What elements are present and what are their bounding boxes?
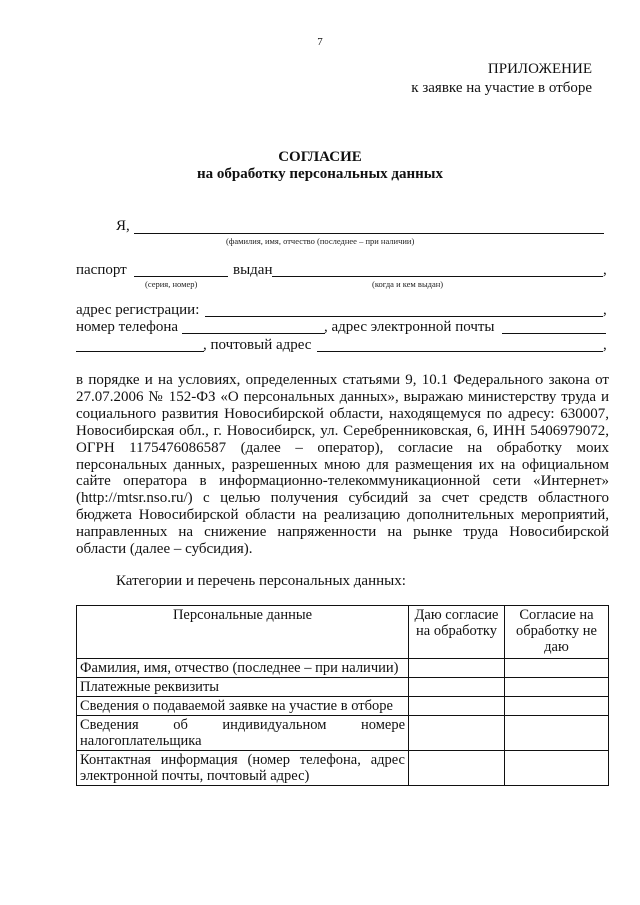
passport-issued-field[interactable]: [272, 276, 603, 277]
appendix-subtitle: к заявке на участие в отборе: [411, 80, 592, 96]
comma: ,: [603, 262, 607, 278]
document-subtitle: на обработку персональных данных: [197, 166, 443, 182]
email-field-continued[interactable]: [76, 351, 204, 352]
page-number: 7: [317, 36, 323, 48]
consent-not-given-cell[interactable]: [505, 716, 609, 751]
address-label: адрес регистрации:: [76, 302, 200, 318]
phone-label: номер телефона: [76, 319, 179, 335]
consent-not-given-cell[interactable]: [505, 697, 609, 716]
passport-number-field[interactable]: [134, 276, 228, 277]
document-title: СОГЛАСИЕ: [278, 149, 362, 165]
passport-label: паспорт: [76, 262, 127, 278]
header-consent-given: Даю согласие на обработку: [409, 606, 505, 659]
consent-given-cell[interactable]: [409, 751, 505, 786]
row-label-inn: Сведения об индивидуальном номере налогоплательщика: [77, 716, 409, 751]
consent-given-cell[interactable]: [409, 716, 505, 751]
table-row: [77, 678, 609, 697]
consent-not-given-cell[interactable]: [505, 678, 609, 697]
postal-label: , почтовый адрес: [203, 337, 312, 353]
categories-title: Категории и перечень персональных данных:: [116, 573, 406, 589]
table-row: [77, 659, 609, 678]
phone-field[interactable]: [182, 333, 325, 334]
table-row: [77, 697, 609, 716]
table-row: [77, 716, 609, 751]
fio-hint: (фамилия, имя, отчество (последнее – при наличии): [226, 236, 415, 246]
table-header-row: [77, 606, 609, 659]
row-label-application-info: Сведения о подаваемой заявке на участие в отборе: [77, 697, 409, 716]
issued-label: выдан: [233, 262, 273, 278]
row-label-fio: Фамилия, имя, отчество (последнее – при наличии): [77, 659, 409, 678]
i-label: Я,: [116, 218, 130, 234]
consent-not-given-cell[interactable]: [505, 751, 609, 786]
comma: ,: [603, 337, 607, 353]
postal-address-field[interactable]: [317, 351, 603, 352]
comma: ,: [603, 302, 607, 318]
fio-field[interactable]: [134, 233, 604, 234]
header-personal-data: Персональные данные: [77, 606, 409, 659]
table-row: [77, 751, 609, 786]
consent-paragraph: в порядке и на условиях, определенных статьями 9, 10.1 Федерального закона от 27.07.2006 № 152-ФЗ «О персональных данных», выражаю министерству труда и социального развития Новосибирской области, находящемуся по адресу: 630007, Новосибирская обл., г. Новосибирск, ул. Серебренниковская, 6, ИНН 5406979072, ОГРН 1175476086587 (далее – оператор), согласие на обработку моих персональных данных, разрешенных мною для размещения их на официальном сайте оператора в информационно-телекоммуникационной сети «Интернет» (http://mtsr.nso.ru/) с целью получения субсидий за счет средств областного бюджета Новосибирской области на реализацию дополнительных мероприятий, направленных на снижение напряженности на рынке труда Новосибирской области (далее – субсидия).: [76, 372, 609, 558]
appendix-title: ПРИЛОЖЕНИЕ: [487, 61, 592, 77]
personal-data-table: [76, 605, 609, 786]
row-label-payment-details: Платежные реквизиты: [77, 678, 409, 697]
email-label: , адрес электронной почты: [324, 319, 495, 335]
header-consent-not-given: Согласие на обработку не даю: [505, 606, 609, 659]
email-field[interactable]: [502, 333, 606, 334]
row-label-contact-info: Контактная информация (номер телефона, адрес электронной почты, почтовый адрес): [77, 751, 409, 786]
consent-given-cell[interactable]: [409, 659, 505, 678]
consent-given-cell[interactable]: [409, 678, 505, 697]
issued-hint: (когда и кем выдан): [372, 279, 444, 289]
address-field[interactable]: [205, 316, 603, 317]
consent-given-cell[interactable]: [409, 697, 505, 716]
series-hint: (серия, номер): [145, 279, 198, 289]
consent-not-given-cell[interactable]: [505, 659, 609, 678]
